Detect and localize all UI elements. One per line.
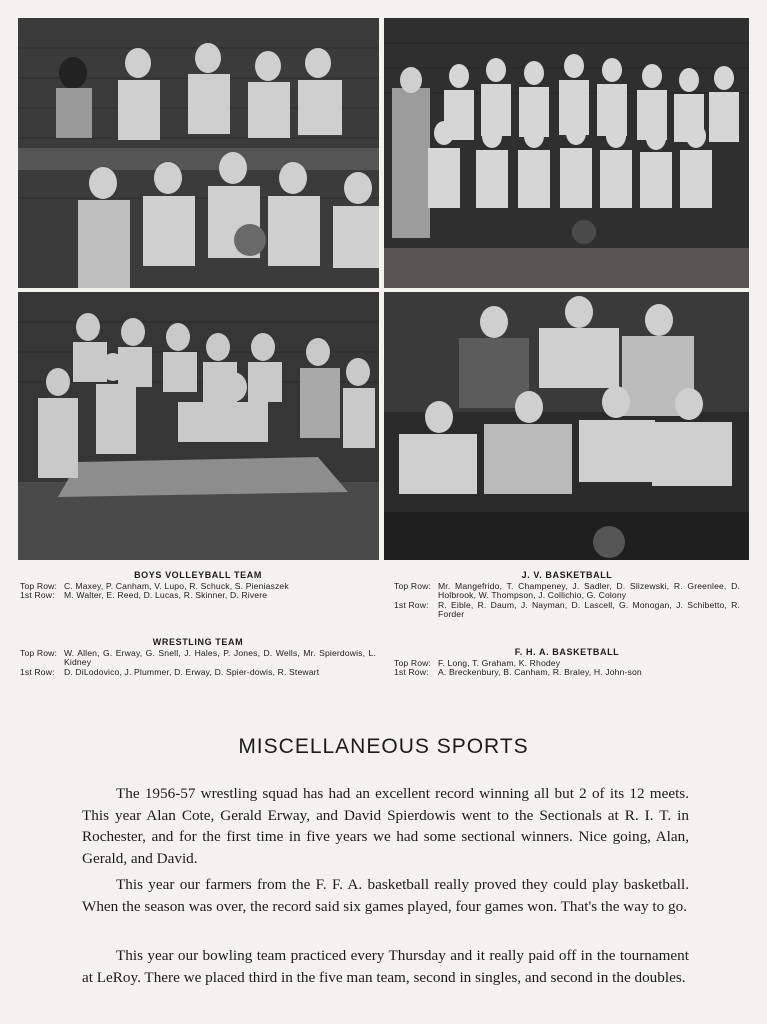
row-label: Top Row: [394, 580, 432, 591]
row-label: Top Row: [20, 647, 58, 658]
row-names: W. Allen, G. Erway, G. Snell, J. Hales, P. Jones, D. Wells, Mr. Spierdowis, L. Kidney [64, 647, 376, 668]
row-label: Top Row: [20, 580, 58, 591]
volleyball-team-photo [18, 18, 379, 288]
article-paragraph [82, 874, 689, 917]
paragraph-text: The 1956-57 wrestling squad has had an excellent record winning all but 2 of its 12 meets. This year Alan Cote, Gerald Erway, and David Spierdowis went to the Sectionals at R. I. T. in Rochester, and for the first time in five years we had some sectional winners. Nice going, Alan, Gerald, and David. [82, 785, 689, 867]
row-names: D. DiLodovico, J. Plummer, D. Erway, D. Spier-dowis, R. Stewart [64, 666, 320, 677]
jv-basketball-caption [394, 571, 740, 620]
row-label: 1st Row: [20, 666, 55, 677]
volleyball-caption-title: BOYS VOLLEYBALL TEAM [134, 570, 262, 580]
volleyball-caption [20, 571, 376, 601]
fha-basketball-caption [394, 648, 740, 678]
jv-basketball-caption-title: J. V. BASKETBALL [521, 570, 613, 580]
fha-basketball-first-row [394, 668, 740, 678]
fha-basketball-team-photo [384, 292, 749, 560]
row-names: F. Long, T. Graham, K. Rhodey [438, 657, 561, 668]
row-names: M. Walter, E. Reed, D. Lucas, R. Skinner, D. Rivere [64, 590, 268, 601]
article-title: MISCELLANEOUS SPORTS [238, 735, 529, 758]
row-label: 1st Row: [20, 590, 55, 601]
article-paragraph [82, 945, 689, 988]
row-label: Top Row: [394, 657, 432, 668]
row-names: C. Maxey, P. Canham, V. Lupo, R. Schuck, S. Pieniaszek [64, 580, 289, 591]
jv-basketball-first-row [394, 601, 740, 620]
article-paragraph [82, 783, 689, 869]
row-label: 1st Row: [394, 599, 429, 610]
wrestling-top-row [20, 649, 376, 668]
row-names: A. Breckenbury, B. Canham, R. Braley, H. John-son [438, 667, 642, 678]
wrestling-team-photo [18, 292, 379, 560]
row-names: Mr. Mangefrido, T. Champeney, J. Sadler, D. Slizewski, R. Greenlee, D. Holbrook, W. Thompson, J. Collichio, G. Colony [438, 580, 740, 601]
wrestling-first-row [20, 668, 376, 678]
volleyball-first-row [20, 591, 376, 601]
fha-basketball-caption-title: F. H. A. BASKETBALL [514, 647, 620, 657]
jv-basketball-top-row [394, 582, 740, 601]
row-names: R. Eible, R. Daum, J. Nayman, D. Lascell, G. Monogan, J. Schibetto, R. Forder [438, 599, 740, 620]
wrestling-caption [20, 638, 376, 677]
jv-basketball-team-photo [384, 18, 749, 288]
wrestling-caption-title: WRESTLING TEAM [152, 637, 244, 647]
paragraph-text: This year our bowling team practiced every Thursday and it really paid off in the tournament at LeRoy. There we placed third in the five man team, second in singles, and second in the doubles. [82, 947, 689, 986]
paragraph-text: This year our farmers from the F. F. A. basketball really proved they could play basketball. When the season was over, the record said six games played, four games won. That's the way to go. [82, 876, 689, 915]
row-label: 1st Row: [394, 667, 429, 678]
